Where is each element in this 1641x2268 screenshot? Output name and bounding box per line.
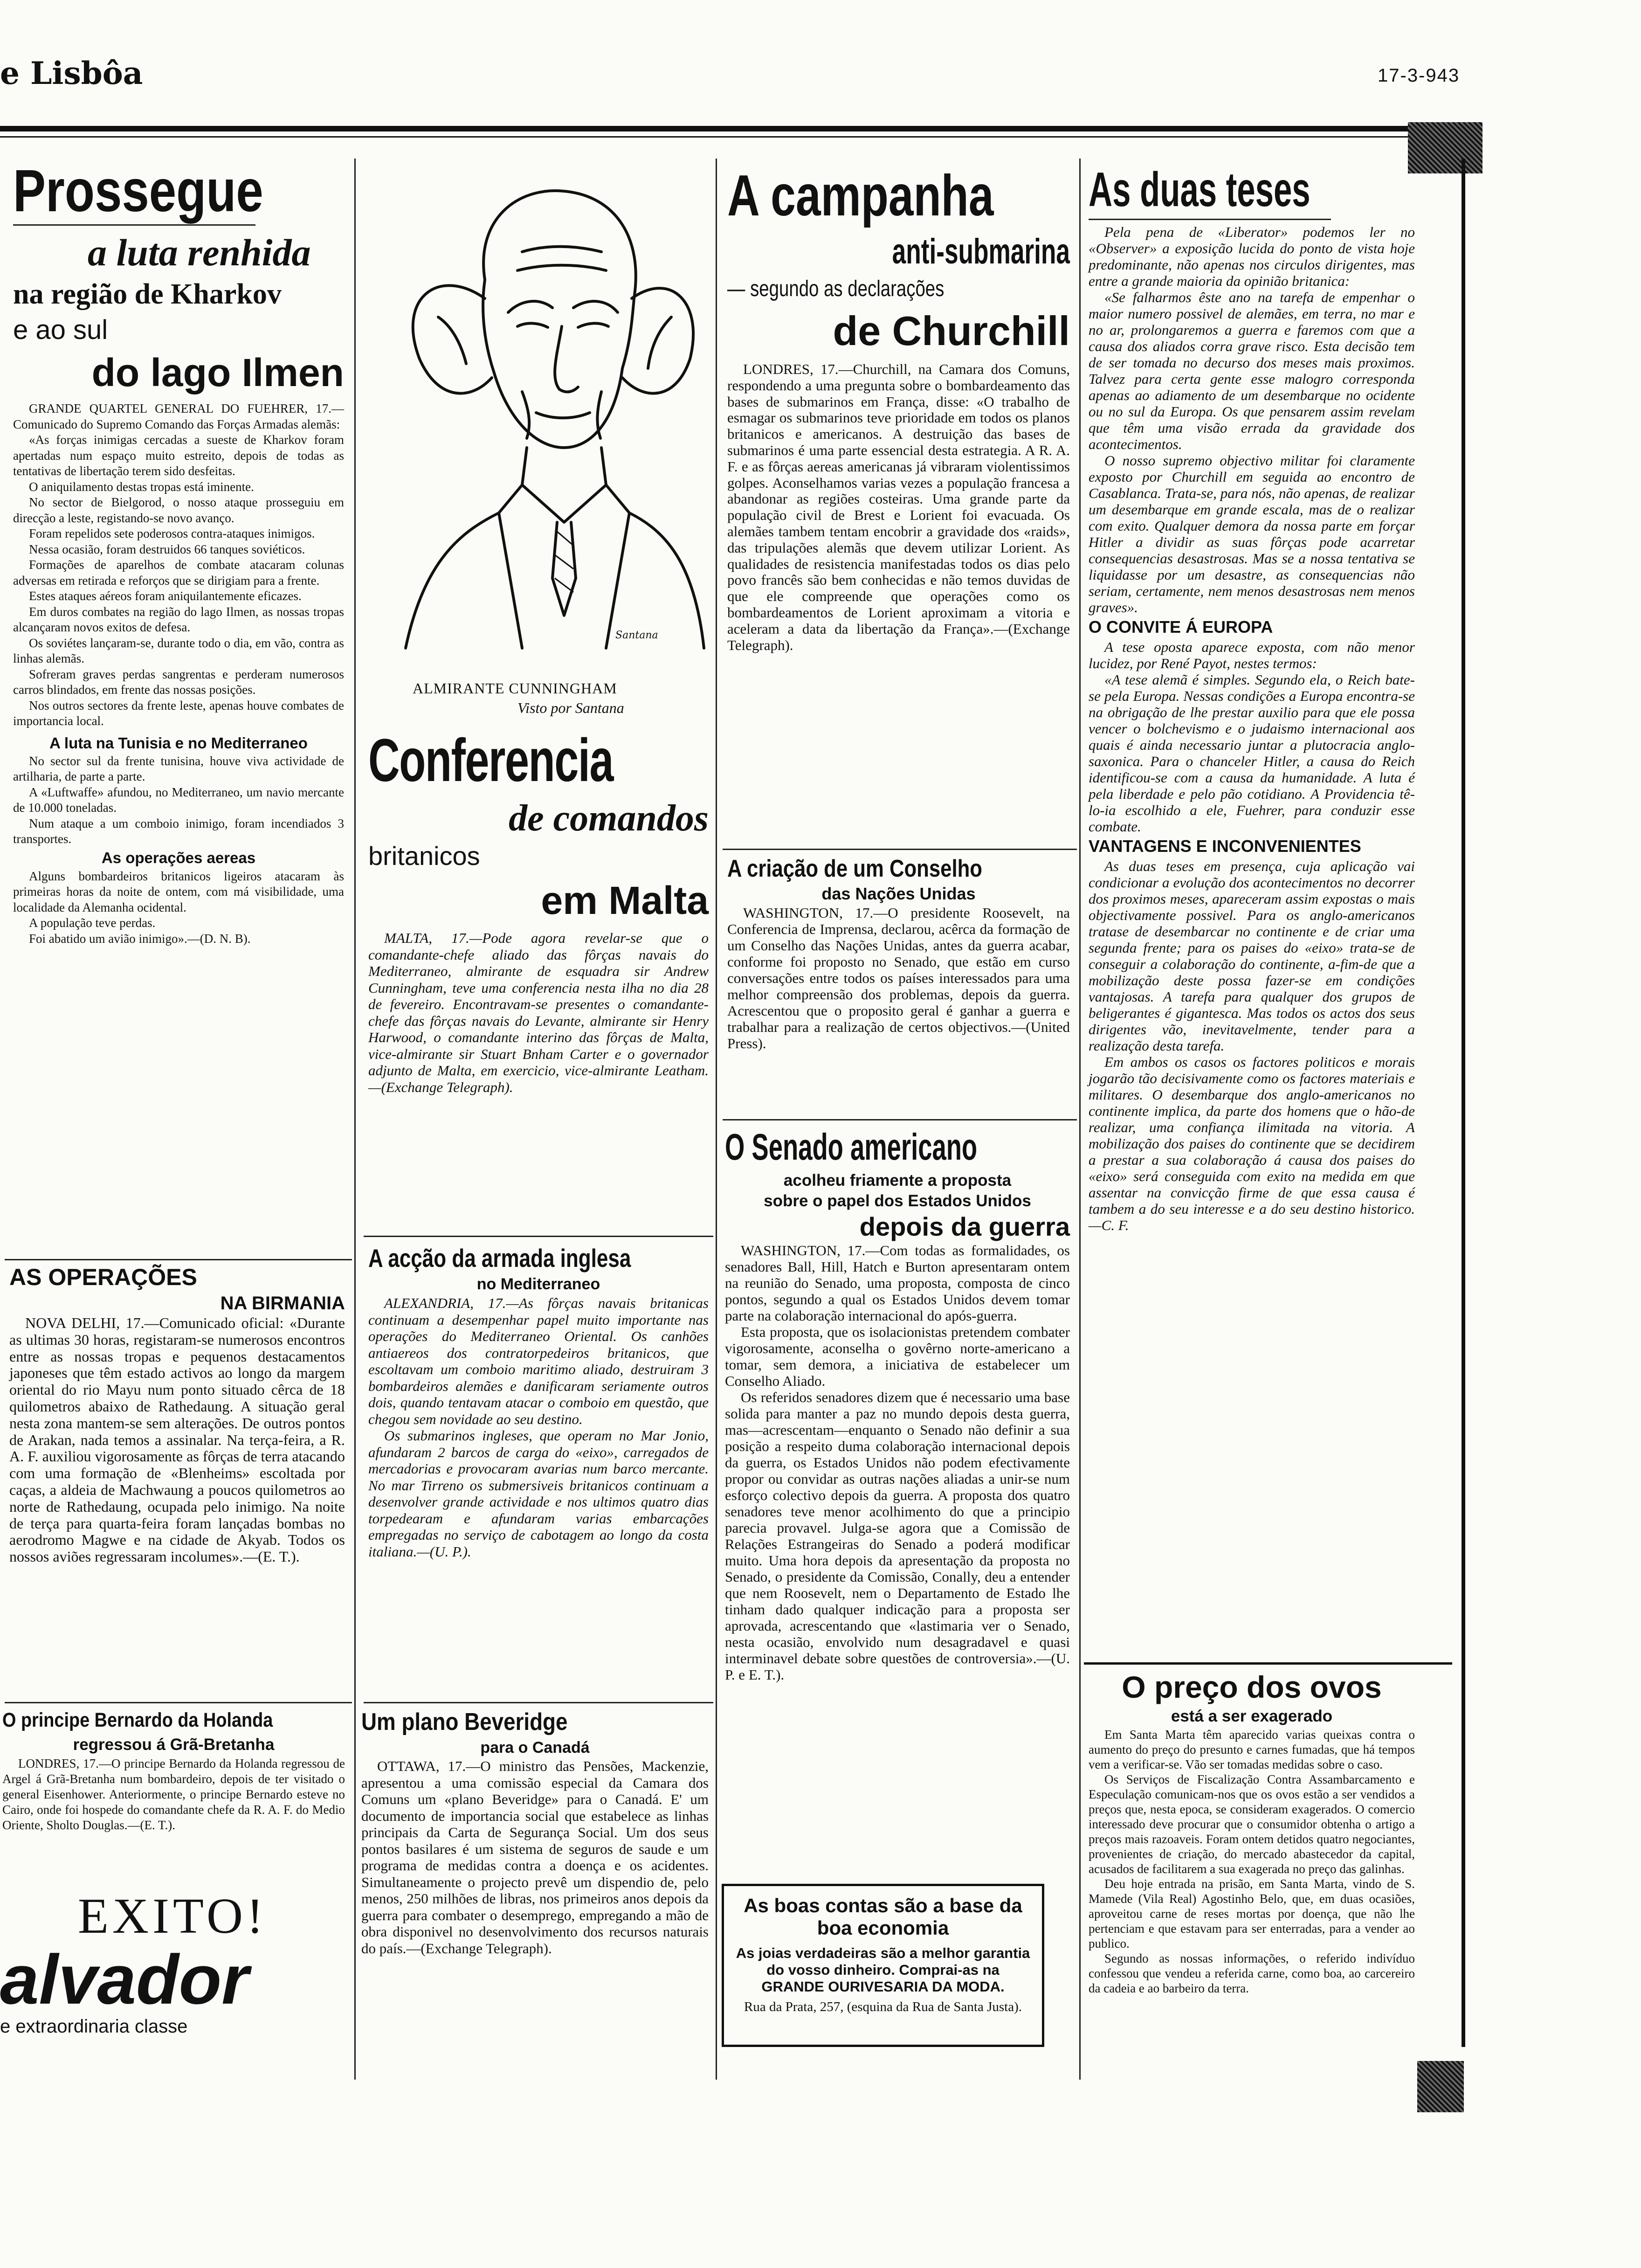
paragraph: WASHINGTON, 17.—Com todas as formalidades, os senadores Ball, Hill, Hatch e Burton apresentaram ontem na reunião do Senado, uma proposta, composta de cinco pontos, segundo a qual os Estados Unidos devem tomar parte na colaboração internacional do após-guerra. bbox=[725, 1242, 1070, 1324]
masthead-rule-thin bbox=[0, 136, 1459, 138]
paragraph: OTTAWA, 17.—O ministro das Pensões, Mackenzie, apresentou a uma comissão especial da Camara dos Comuns um «plano Beveridge» para o Canadá. E' um documento de importancia social que estabelece as linhas principais da Carta de Segurança Social. Um dos seus pontos basilares é um sistema de seguros de saude e um programa de medidas contra a doença e os acidentes. Simultaneamente o projecto prevê um dispendio de, pelo menos, 250 milhões de libras, nos primeiros anos depois da guerra para combater o desemprego, empregando a mão de obra disponivel no desenvolvimento dos recursos naturais do país.—(Exchange Telegraph). bbox=[361, 1758, 709, 1957]
paragraph: «A tese alemã é simples. Segundo ela, o Reich bate-se pela Europa. Nessas condições a Europa encontra-se na obrigação de lhe prestar auxilio para que ele possa vencer o bolchevismo e o judaismo internacional aos quais é ainda necessario juntar a plutocracia anglo-saxonica. Para o chanceler Hitler, a causa do Reich identificou-se com a causa da humanidade. A luta é pela liberdade e pelo pão cotidiano. A Providencia tê-lo-ia escolhido a ele, Fuehrer, para conduzir esse combate. bbox=[1089, 671, 1415, 835]
paragraph: Os referidos senadores dizem que é necessario uma base solida para manter a paz no mundo depois desta guerra, mas—acrescentam—enquanto o Senado não definir a sua posição a respeito duma colaboração internacional depois da guerra, os Estados Unidos não podem efectivamente propor ou convidar as outras nações aliadas a unir-se num esforço colectivo depois da guerra. A proposta dos quatro senadores teve menor acolhimento do que a principio parecia provavel. Julga-se agora que a Comissão de Relações Estrangeiras do Senado a poderá modificar muito. Uma hora depois da apresentação da proposta no Senado, o presidente da Comissão, Conally, deu a entender que nem Roosevelt, nem o Departamento de Estado lhe tinham dado qualquer indicação para a proposta ser aprovada, acrescentando que «lastimaria ver o Senado, nesta ocasião, envolvido num desagradavel e quasi interminavel debate sobre questões de controversia».—(U. P. e E. T.). bbox=[725, 1389, 1070, 1683]
article-conselho-body bbox=[727, 905, 1070, 1051]
paragraph: LONDRES, 17.—O principe Bernardo da Holanda regressou de Argel á Grã-Bretanha num bombardeiro, depois de ter visitado o general Eisenhower. Anteriormente, o principe Bernardo esteve no Cairo, onde foi hospede do comandante chefe da R. A. F. do Medio Oriente, Sholto Douglas.—(E. T.). bbox=[2, 1756, 345, 1832]
masthead-rule bbox=[0, 126, 1459, 131]
paragraph: Nessa ocasião, foram destruidos 66 tanques soviéticos. bbox=[29, 542, 305, 556]
article-convite-body bbox=[1089, 639, 1415, 835]
headline-campanha: A campanha bbox=[727, 164, 994, 228]
ad-ourivesaria-address: Rua da Prata, 257, (esquina da Rua de Santa Justa). bbox=[744, 1999, 1022, 2014]
cartoon-signature: Santana bbox=[615, 629, 658, 641]
section-rule bbox=[723, 1119, 1077, 1120]
article-armada-body bbox=[368, 1295, 709, 1560]
headline-churchill: de Churchill bbox=[833, 308, 1070, 354]
paragraph: Segundo as nossas informações, o referido indivíduo confessou que vendeu a referida carne, como boa, ao carcereiro da cadeia e ao barbeiro da terra. bbox=[1089, 1951, 1415, 1995]
article-ovos bbox=[1089, 1668, 1415, 1996]
article-malta bbox=[368, 723, 709, 1095]
headline-depois-guerra: depois da guerra bbox=[859, 1212, 1070, 1241]
masthead-date: 17-3-943 bbox=[1378, 65, 1460, 86]
paragraph: O aniquilamento destas tropas está iminente. bbox=[29, 479, 254, 494]
article-duas-teses-body bbox=[1089, 224, 1415, 615]
paragraph: MALTA, 17.—Pode agora revelar-se que o comandante-chefe aliado das fôrças navais do Mediterraneo, almirante de esquadra sir Andrew Cunningham, teve uma conferencia nesta ilha no dia 28 de fevereiro. Encontravam-se presentes o comandante-chefe das fôrças navais do Levante, almirante sir Henry Harwood, o comandante interino das fôrças de Malta, vice-almirante sir Stuart Bnham Carter e o governador adjunto de Malta, em exercicio, vice-almirante Leatham.—(Exchange Telegraph). bbox=[368, 930, 709, 1095]
paragraph: Em ambos os casos os factores politicos e morais jogarão tão decisivamente como os factores materiais e militares. O desembarque dos anglo-americanos no continente implica, da parte dos homens que o hão-de realizar, uma confiança ilimitada na vitoria. A mobilização dos paises do continente que se decidirem a prestar a sua colaboração á causa dos paises do «eixo» será conseguida com exito na medida em que assentar na convicção firme de que essa causa é tambem a do seu interesse e a do seu destino historico.—C. F. bbox=[1089, 1054, 1415, 1233]
ad-exito-salvador: alvador bbox=[0, 1940, 249, 2019]
headline-exagerado: está a ser exagerado bbox=[1171, 1707, 1333, 1725]
paragraph: Nos outros sectores da frente leste, apenas houve combates de importancia local. bbox=[13, 698, 344, 728]
headline-beveridge: Um plano Beveridge bbox=[361, 1708, 568, 1736]
headline-comandos: de comandos bbox=[509, 798, 709, 839]
ad-ourivesaria bbox=[722, 1884, 1044, 2047]
column-rule-3 bbox=[1079, 159, 1081, 2080]
paragraph: Pela pena de «Liberator» podemos ler no «Observer» a exposição lucida do ponto de vista hoje predominante, não apenas nos circulos dirigentes, mas entre a grande maioria da opinião britanica: bbox=[1089, 224, 1415, 289]
article-campanha bbox=[727, 161, 1070, 653]
caricature-portrait bbox=[368, 159, 709, 653]
section-rule bbox=[723, 849, 1077, 850]
headline-anti-submarina: anti-submarina bbox=[892, 232, 1070, 271]
paragraph: Foi abatido um avião inimigo».—(D. N. B). bbox=[29, 931, 251, 946]
article-birmania bbox=[9, 1263, 345, 1565]
column-rule-1 bbox=[354, 159, 356, 2080]
paragraph: Num ataque a um comboio inimigo, foram incendiados 3 transportes. bbox=[13, 816, 344, 846]
article-beveridge bbox=[361, 1707, 709, 1957]
headline-ao-sul: e ao sul bbox=[13, 315, 108, 345]
article-conselho bbox=[727, 854, 1070, 1051]
ad-exito bbox=[0, 1888, 345, 2039]
section-rule bbox=[364, 1702, 713, 1703]
article-campanha-body bbox=[727, 361, 1070, 653]
headline-operacoes: AS OPERAÇÕES bbox=[9, 1264, 197, 1290]
headline-ovos: O preço dos ovos bbox=[1122, 1670, 1382, 1704]
section-rule bbox=[5, 1259, 352, 1260]
paragraph: O nosso supremo objectivo militar foi claramente exposto por Churchill em seguida ao encontro de Casablanca. Trata-se, para nós, não apenas, de realizar um desembarque em grande escala, mas de o realizar com exito. Qualquer demora da nossa parte em forçar Hitler a dividir as suas fôrças pode acarretar consequencias desastrosas. Mas se a nossa tentativa se liquidasse por um desastre, as consequencias não seriam, certamente, nem menos desastrosas nem menos graves». bbox=[1089, 452, 1415, 615]
paragraph: «As forças inimigas cercadas a sueste de Kharkov foram apertadas num espaço muito estreito, depois de todas as tentativas de libertação terem sido desfeitas. bbox=[13, 433, 344, 478]
headline-conselho: A criação de um Conselho bbox=[727, 855, 982, 882]
paragraph: NOVA DELHI, 17.—Comunicado oficial: «Durante as ultimas 30 horas, registaram-se numerosos encontros entre as nossas tropas e pequenos destacamentos japoneses que têm estado activos ao longo da margem oriental do rio Mayu num ponto situado cêrca de 18 quilometros abaixo de Rathedaung. A situação geral nesta zona mantem-se sem alterações. De outros pontos de Arakan, nada temos a assinalar. Na terça-feira, a R. A. F. auxiliou vigorosamente as fôrças de terra atacando com uma formação de «Blenheims» escoltada por caças, a aldeia de Machwaung a poucos quilometros ao norte de Rathedaung, ocupada pelo inimigo. Na noite de terça para quarta-feira foram lançadas bombas no aerodromo Magwe e na cidade de Akyab. Todos os nossos aviões regressaram incolumes».—(E. T.). bbox=[9, 1314, 345, 1565]
headline-canada: para o Canadá bbox=[480, 1739, 590, 1756]
paragraph: As duas teses em presença, cuja aplicação vai condicionar a evolução dos acontecimentos no decorrer dos proximos meses, apareceram assim expostas o mais objectivamente possivel. Para os anglo-americanos tratase de desembarcar no continente e de criar uma segunda frente; para os paises do «eixo» trata-se de conseguir a colaboração do continente, a-fim-de que a mobilização deste possa fazer-se em condições vantajosas. A tarefa para qualquer dos grupos de beligerantes é gigantesca. Mas todos os actos dos seus dirigentes vão, inevitavelmente, tender para a realização desta tarefa. bbox=[1089, 858, 1415, 1054]
paragraph: Deu hoje entrada na prisão, em Santa Marta, vindo de S. Mamede (Vila Real) Agostinho Belo, que, em duas ocasiões, aproveitou carne de reses mortas por doença, que não lhe pertenciam e que estavam para ser enterradas, para a vender ao publico. bbox=[1089, 1877, 1415, 1950]
article-aereas-body bbox=[13, 869, 344, 947]
article-senado-body bbox=[725, 1242, 1070, 1683]
paragraph: A população teve perdas. bbox=[29, 916, 156, 930]
paragraph: Os submarinos ingleses, que operam no Mar Jonio, afundaram 2 barcos de carga do «eixo», carregados de mercadorias e provocaram avarias num barco mercante. No mar Tirreno os submersiveis britanicos continuam a desenvolver grande actividade e nos ultimos quatro dias torpedearam e afundaram varias embarcações empregadas no serviço de cabotagem ao longo da costa italiana.—(U. P.). bbox=[368, 1427, 709, 1560]
corner-mark-bottom bbox=[1417, 2061, 1464, 2112]
headline-underline bbox=[1089, 219, 1331, 220]
headline-duas-teses: As duas teses bbox=[1089, 163, 1310, 217]
headline-bernardo: O principe Bernardo da Holanda bbox=[2, 1709, 273, 1731]
article-bernardo-body bbox=[2, 1756, 345, 1833]
paragraph: Em duros combates na região do lago Ilmen, as nossas tropas alcançaram novos exitos de defesa. bbox=[13, 604, 344, 634]
article-birmania-body bbox=[9, 1315, 345, 1565]
paragraph: Alguns bombardeiros britanicos ligeiros atacaram às primeiras horas da noite de ontem, com má visibilidade, uma localidade da Alemanha ocidental. bbox=[13, 869, 344, 914]
corner-mark-top bbox=[1408, 122, 1482, 173]
article-kharkov-body bbox=[13, 401, 344, 729]
section-rule bbox=[364, 1236, 713, 1237]
article-malta-body bbox=[368, 930, 709, 1095]
section-rule bbox=[5, 1702, 352, 1703]
headline-ilmen: do lago Ilmen bbox=[91, 351, 344, 394]
article-senado bbox=[725, 1124, 1070, 1683]
subhead-convite: O CONVITE Á EUROPA bbox=[1089, 617, 1273, 636]
article-armada bbox=[368, 1243, 709, 1560]
subhead-vantagens: VANTAGENS E INCONVENIENTES bbox=[1089, 837, 1361, 856]
headline-prossegue: Prossegue bbox=[13, 158, 263, 224]
paragraph: A «Luftwaffe» afundou, no Mediterraneo, um navio mercante de 10.000 toneladas. bbox=[13, 785, 344, 815]
paragraph: Os Serviços de Fiscalização Contra Assambarcamento e Especulação comunicam-nos que os ovos estão a ser vendidos a preços que, nesta epoca, se consideram exagerados. O comercio interessado deve procurar que o consumidor obtenha o artigo a preços mais razoaveis. Foram ontem detidos quatro negociantes, provenientes de criação, do mercado abastecedor da capital, acusados de facilitarem a sua exagerada no preço das galinhas. bbox=[1089, 1772, 1415, 1876]
paragraph: Sofreram graves perdas sangrentas e perderam numerosos carros blindados, em frente das nossas posições. bbox=[13, 667, 344, 697]
paragraph: No sector sul da frente tunisina, houve viva actividade de artilharia, de parte a parte. bbox=[13, 754, 344, 783]
headline-luta: a luta renhida bbox=[88, 231, 311, 274]
ad-ourivesaria-body: As joias verdadeiras são a melhor garantia do vosso dinheiro. Comprai-as na GRANDE OURIVESARIA DA MODA. bbox=[736, 1945, 1030, 1995]
headline-britanicos: britanicos bbox=[368, 841, 480, 871]
headline-acolheu: acolheu friamente a proposta bbox=[783, 1171, 1012, 1189]
paragraph: Os soviétes lançaram-se, durante todo o dia, em vão, contra as linhas alemãs. bbox=[13, 636, 344, 665]
cartoon-caption: ALMIRANTE CUNNINGHAM bbox=[413, 680, 617, 697]
headline-nacoes-unidas: das Nações Unidas bbox=[821, 884, 976, 903]
paragraph: A tese oposta aparece exposta, com não menor lucidez, por René Payot, nestes termos: bbox=[1089, 639, 1415, 671]
cartoon-credit: Visto por Santana bbox=[517, 699, 624, 716]
headline-papel: sobre o papel dos Estados Unidos bbox=[764, 1192, 1031, 1210]
headline-birmania: NA BIRMANIA bbox=[220, 1293, 345, 1314]
masthead-title: e Lisbôa bbox=[0, 55, 143, 91]
article-beveridge-body bbox=[361, 1758, 709, 1957]
headline-em-malta: em Malta bbox=[541, 878, 709, 922]
cartoon-cunningham bbox=[368, 159, 709, 716]
headline-kharkov: na região de Kharkov bbox=[13, 278, 282, 310]
paragraph: ALEXANDRIA, 17.—As fôrças navais britanicas continuam a desempenhar papel muito importante nas operações do Mediterraneo Oriental. Os canhões antiaereos dos contratorpedeiros britanicos, que escoltavam um comboio maritimo aliado, destruiram 3 bombardeiros alemães e danificaram seriamente outros dois, quando tentavam atacar o comboio em questão, que chegou sem novidade ao seu destino. bbox=[368, 1295, 709, 1427]
paragraph: GRANDE QUARTEL GENERAL DO FUEHRER, 17.— Comunicado do Supremo Comando das Forças Armadas alemãs: bbox=[13, 401, 344, 431]
headline-regressou: regressou á Grã-Bretanha bbox=[73, 1736, 275, 1754]
headline-mediterraneo: no Mediterraneo bbox=[476, 1275, 600, 1293]
paragraph: Esta proposta, que os isolacionistas pretendem combater vigorosamente, aconselha o govêrno norte-americano a tomar, sem demora, a iniciativa de estabelecer um Conselho Aliado. bbox=[725, 1324, 1070, 1389]
paragraph: Em Santa Marta têm aparecido varias queixas contra o aumento do preço do presunto e carnes fumadas, que há tempos vem a verificar-se. Vão ser tomadas medidas sobre o caso. bbox=[1089, 1728, 1415, 1771]
article-kharkov bbox=[13, 156, 344, 947]
ad-ourivesaria-title: As boas contas são a base da boa economia bbox=[744, 1895, 1022, 1939]
section-rule bbox=[1084, 1662, 1452, 1665]
headline-armada: A acção da armada inglesa bbox=[368, 1244, 631, 1272]
headline-declaracoes: — segundo as declarações bbox=[727, 277, 945, 301]
subhead-tunisia: A luta na Tunisia e no Mediterraneo bbox=[49, 734, 308, 752]
paragraph: Formações de aparelhos de combate atacaram colunas adversas em retirada e reforços que se dirigiam para a frente. bbox=[13, 558, 344, 588]
paragraph: Estes ataques aéreos foram aniquilantemente eficazes. bbox=[29, 589, 302, 603]
paragraph: LONDRES, 17.—Churchill, na Camara dos Comuns, respondendo a uma pregunta sobre o bombardeamento das bases de submarinos em França, disse: «O trabalho de esmagar os submarinos teve prioridade em todos os planos britanicos e americanos. A destruição das bases de submarinos é uma parte essencial desta estrategia. A R. A. F. e as fôrças aereas americanas já vibraram violentissimos golpes. Aconselhamos varias vezes a população francesa a abandonar as regiões costeiras. Uma grande parte da população civil de Brest e Lorient foi evacuada. Os alemães tambem tentam encobrir a gravidade dos «raids», das tripulações alemãs que devem utilizar Lorient. As qualidades de resistencia manifestadas todos os dias pelo povo francês são bem conhecidas e não temos duvidas de que ele compreende que operações como os bombardeamentos de Lorient aproximam a vitoria e aceleram a data da libertação da França».—(Exchange Telegraph). bbox=[727, 361, 1070, 653]
ad-exito-classe: e extraordinaria classe bbox=[0, 2016, 188, 2037]
article-duas-teses bbox=[1089, 161, 1415, 1233]
article-ovos-body bbox=[1089, 1727, 1415, 1996]
paragraph: «Se falharmos êste ano na tarefa de empenhar o maior numero possivel de alemães, em terra, no mar e no ar, prolongaremos a guerra e faremos com que a causa dos aliados corra grave risco. Esta decisão tem de ser tomada no decurso dos meses mais proximos. Talvez para certa gente esse malogro corresponda apenas ao adiamento de um desembarque no ocidente ou no sul da Europa. Os que pensarem assim revelam que têm uma visão errada da gravidade dos acontecimentos. bbox=[1089, 289, 1415, 452]
paragraph: WASHINGTON, 17.—O presidente Roosevelt, na Conferencia de Imprensa, declarou, acêrca da formação de um Conselho das Nações Unidas, antes da guerra acabar, conforme foi proposto no Senado, que estão em curso conversações entre todos os países interessados para uma melhor compreensão dos problemas, depois da guerra. Acrescentou que o proposito geral é ganhar a guerra e trabalhar para a realização de certos objectivos.—(United Press). bbox=[727, 905, 1070, 1051]
article-bernardo bbox=[2, 1707, 345, 1833]
ad-exito-title: EXITO! bbox=[78, 1888, 267, 1944]
article-vantagens-body bbox=[1089, 858, 1415, 1233]
article-tunisia-body bbox=[13, 754, 344, 847]
paragraph: No sector de Bielgorod, o nosso ataque prosseguiu em direcção a leste, registando-se novo avanço. bbox=[13, 495, 344, 525]
paragraph: Foram repelidos sete poderosos contra-ataques inimigos. bbox=[29, 526, 315, 540]
right-edge-rule bbox=[1462, 159, 1465, 2047]
headline-senado: O Senado americano bbox=[725, 1126, 978, 1168]
column-rule-2 bbox=[716, 159, 717, 2080]
headline-conferencia: Conferencia bbox=[368, 726, 614, 794]
subhead-aereas: As operações aereas bbox=[101, 849, 256, 866]
